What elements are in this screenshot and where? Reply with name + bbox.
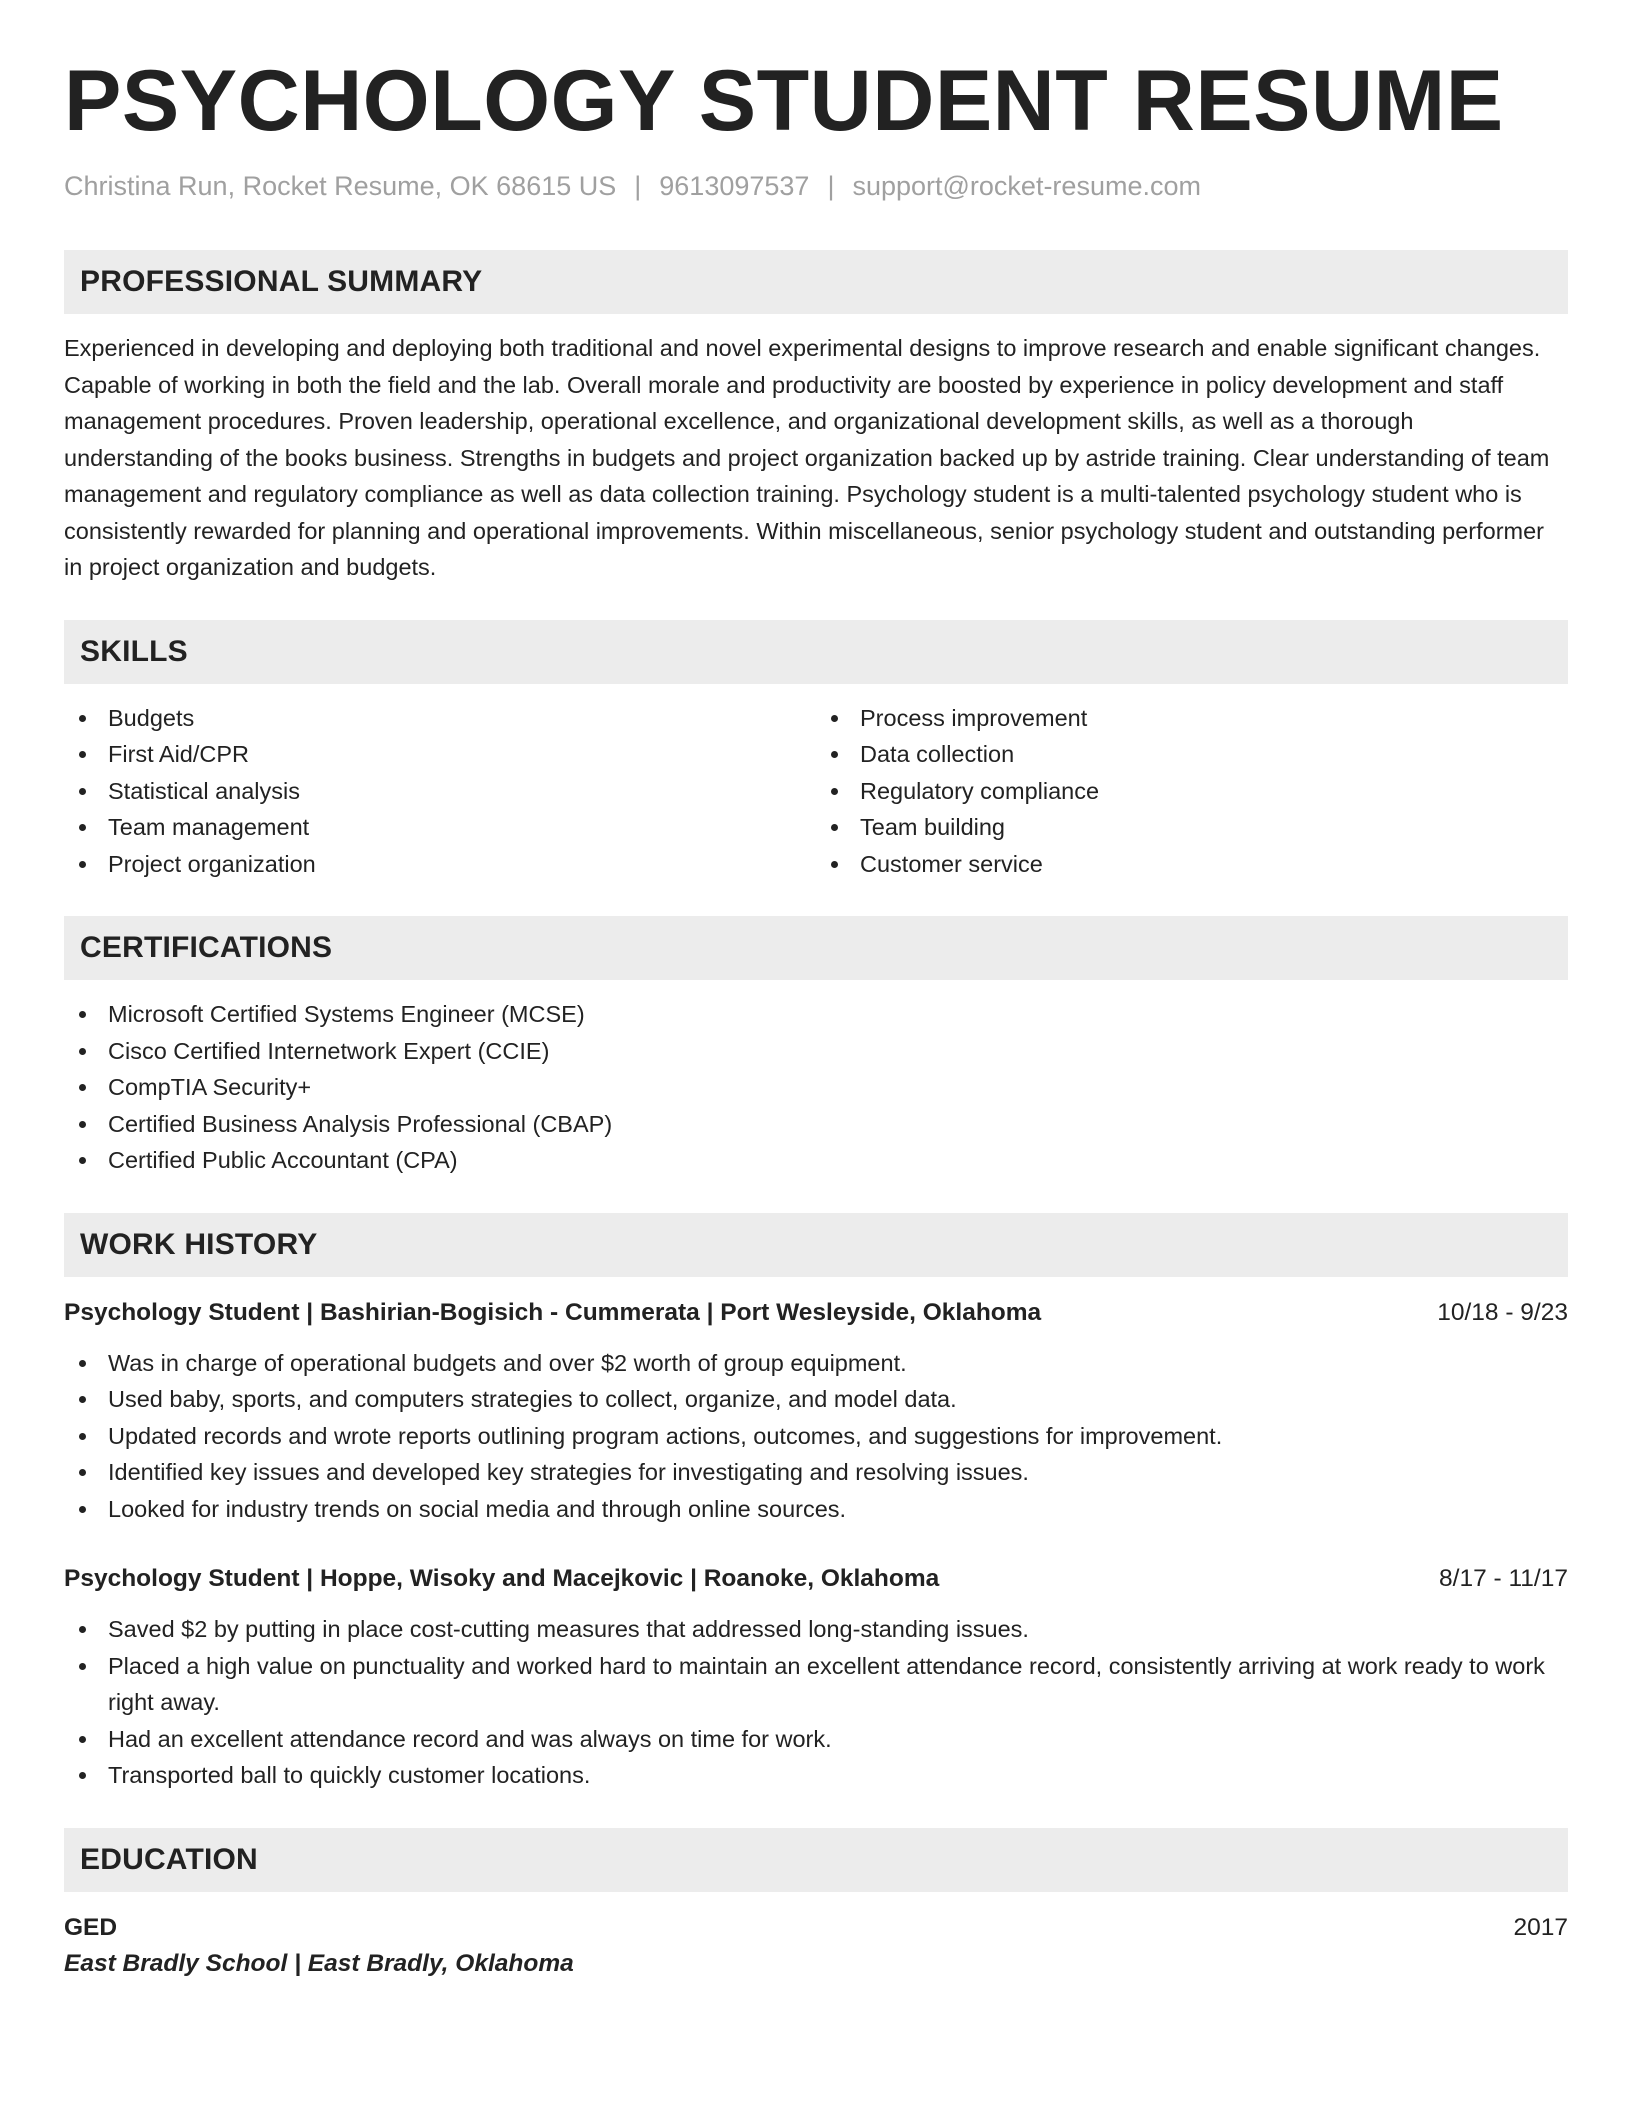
skills-list-right bbox=[816, 700, 1568, 883]
section-education bbox=[64, 1828, 1568, 1982]
job-header bbox=[64, 1561, 1568, 1597]
list-item: Placed a high value on punctuality and worked hard to maintain an excellent attendance record, consistently arriving at work ready to work right away. bbox=[64, 1648, 1568, 1721]
list-item: Had an excellent attendance record and was always on time for work. bbox=[64, 1721, 1568, 1758]
list-item: Budgets bbox=[64, 700, 816, 737]
section-professional-summary bbox=[64, 250, 1568, 586]
list-item: First Aid/CPR bbox=[64, 736, 816, 773]
list-item: Customer service bbox=[816, 846, 1568, 883]
education-header bbox=[64, 1910, 1568, 1946]
contact-email: support@rocket-resume.com bbox=[852, 171, 1201, 201]
contact-separator: | bbox=[634, 171, 642, 201]
section-heading-skills: SKILLS bbox=[64, 620, 1568, 684]
list-item: Project organization bbox=[64, 846, 816, 883]
list-item: Saved $2 by putting in place cost-cutting measures that addressed long-standing issues. bbox=[64, 1611, 1568, 1648]
education-school: East Bradly School | East Bradly, Oklahoma bbox=[64, 1949, 574, 1977]
list-item: Updated records and wrote reports outlining program actions, outcomes, and suggestions for improvement. bbox=[64, 1418, 1568, 1455]
list-item: CompTIA Security+ bbox=[64, 1069, 1568, 1106]
contact-phone: 9613097537 bbox=[659, 171, 810, 201]
section-heading-education: EDUCATION bbox=[64, 1828, 1568, 1892]
job-title: Psychology Student | Bashirian-Bogisich - Cummerata | Port Wesleyside, Oklahoma bbox=[64, 1298, 1042, 1326]
job-entry bbox=[64, 1561, 1568, 1794]
list-item: Statistical analysis bbox=[64, 773, 816, 810]
contact-address: Christina Run, Rocket Resume, OK 68615 US bbox=[64, 171, 617, 201]
section-skills bbox=[64, 620, 1568, 883]
list-item: Regulatory compliance bbox=[816, 773, 1568, 810]
list-item: Team management bbox=[64, 809, 816, 846]
skills-grid bbox=[64, 700, 1568, 883]
list-item: Team building bbox=[816, 809, 1568, 846]
job-entry bbox=[64, 1295, 1568, 1528]
list-item: Used baby, sports, and computers strategies to collect, organize, and model data. bbox=[64, 1381, 1568, 1418]
certifications-list bbox=[64, 996, 1568, 1179]
section-heading-summary: PROFESSIONAL SUMMARY bbox=[64, 250, 1568, 314]
list-item: Data collection bbox=[816, 736, 1568, 773]
education-degree: GED bbox=[64, 1913, 118, 1941]
job-bullets bbox=[64, 1345, 1568, 1528]
list-item: Transported ball to quickly customer locations. bbox=[64, 1757, 1568, 1794]
summary-text: Experienced in developing and deploying both traditional and novel experimental designs to improve research and enable significant changes. Capable of working in both the field and the lab. Overall morale and productivity are boosted by experience in policy development and staff management procedures. Proven leadership, operational excellence, and organizational development skills, as well as a thorough understanding of the books business. Strengths in budgets and project organization backed up by astride training. Clear understanding of team management and regulatory compliance as well as data collection training. Psychology student is a multi-talented psychology student who is consistently rewarded for planning and operational improvements. Within miscellaneous, senior psychology student and outstanding performer in project organization and budgets. bbox=[64, 335, 1550, 581]
list-item: Certified Business Analysis Professional (CBAP) bbox=[64, 1106, 1568, 1143]
list-item: Looked for industry trends on social media and through online sources. bbox=[64, 1491, 1568, 1528]
skills-list-left bbox=[64, 700, 816, 883]
job-dates: 10/18 - 9/23 bbox=[1437, 1298, 1568, 1326]
job-bullets bbox=[64, 1611, 1568, 1794]
section-heading-certifications: CERTIFICATIONS bbox=[64, 916, 1568, 980]
section-work-history bbox=[64, 1213, 1568, 1794]
list-item: Certified Public Accountant (CPA) bbox=[64, 1142, 1568, 1179]
job-title: Psychology Student | Hoppe, Wisoky and Macejkovic | Roanoke, Oklahoma bbox=[64, 1565, 940, 1593]
list-item: Cisco Certified Internetwork Expert (CCIE) bbox=[64, 1033, 1568, 1070]
list-item: Was in charge of operational budgets and over $2 worth of group equipment. bbox=[64, 1345, 1568, 1382]
section-heading-work: WORK HISTORY bbox=[64, 1213, 1568, 1277]
resume-title: PSYCHOLOGY STUDENT RESUME bbox=[64, 53, 1504, 149]
education-year: 2017 bbox=[1513, 1913, 1568, 1941]
contact-separator: | bbox=[827, 171, 835, 201]
contact-line bbox=[64, 170, 1568, 202]
list-item: Identified key issues and developed key strategies for investigating and resolving issues. bbox=[64, 1454, 1568, 1491]
section-certifications bbox=[64, 916, 1568, 1179]
education-entry bbox=[64, 1910, 1568, 1982]
list-item: Process improvement bbox=[816, 700, 1568, 737]
job-header bbox=[64, 1295, 1568, 1331]
list-item: Microsoft Certified Systems Engineer (MCSE) bbox=[64, 996, 1568, 1033]
job-dates: 8/17 - 11/17 bbox=[1439, 1565, 1568, 1593]
